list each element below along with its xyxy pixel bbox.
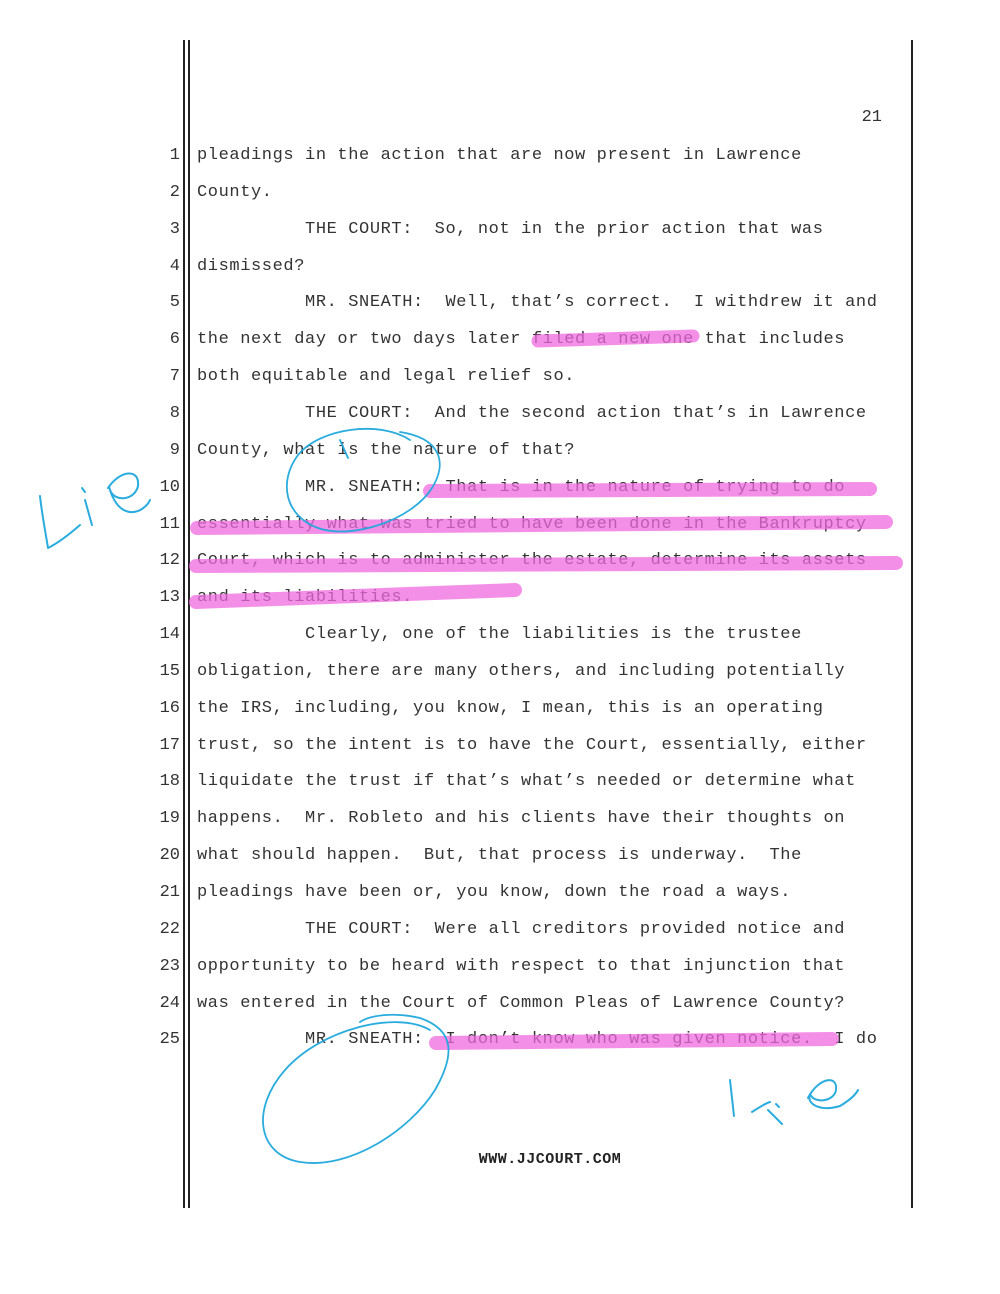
- transcript-line: [0, 220, 1000, 257]
- transcript-line: [0, 588, 1000, 625]
- transcript-line: [0, 441, 1000, 478]
- transcript-line: [0, 1030, 1000, 1067]
- line-number: 19: [159, 809, 180, 829]
- line-text: what should happen. But, that process is underway. The: [197, 846, 802, 866]
- transcript-line: [0, 367, 1000, 404]
- line-text: Court, which is to administer the estate, determine its assets: [197, 551, 867, 571]
- handwritten-lie-icon: [752, 1102, 770, 1112]
- line-text: opportunity to be heard with respect to that injunction that: [197, 956, 846, 976]
- transcript-line: [0, 146, 1000, 183]
- transcript-line: [0, 551, 1000, 588]
- transcript-line: [0, 883, 1000, 920]
- line-text: essentially what was tried to have been done in the Bankruptcy: [197, 514, 867, 534]
- line-text: MR. SNEATH: I don’t know who was given notice. I do: [197, 1030, 878, 1050]
- footer-url: WWW.JJCOURT.COM: [478, 1151, 622, 1168]
- line-text: the next day or two days later filed a new one that includes: [197, 330, 846, 350]
- line-number: 16: [159, 698, 180, 718]
- transcript-line: [0, 736, 1000, 773]
- transcript-line: [0, 330, 1000, 367]
- transcript-line: [0, 957, 1000, 994]
- transcript-line: [0, 809, 1000, 846]
- handwritten-lie-icon: [730, 1080, 734, 1116]
- line-number: 4: [169, 256, 180, 276]
- line-number: 22: [159, 919, 180, 939]
- transcript-line: [0, 478, 1000, 515]
- line-number: 24: [159, 993, 180, 1013]
- transcript-line: [0, 699, 1000, 736]
- line-number: 3: [169, 219, 180, 239]
- transcript-line: [0, 257, 1000, 294]
- handwritten-lie-icon: [776, 1104, 779, 1107]
- line-text: trust, so the intent is to have the Court, essentially, either: [197, 735, 867, 755]
- line-text: liquidate the trust if that’s what’s needed or determine what: [197, 772, 856, 792]
- line-text: MR. SNEATH: That is in the nature of trying to do: [197, 477, 846, 497]
- line-number: 2: [169, 182, 180, 202]
- handwritten-lie-icon: [768, 1110, 782, 1124]
- transcript-line: [0, 994, 1000, 1031]
- line-text: THE COURT: And the second action that’s in Lawrence: [197, 403, 867, 423]
- line-text: was entered in the Court of Common Pleas of Lawrence County?: [197, 993, 846, 1013]
- line-number: 13: [159, 588, 180, 608]
- transcript-line: [0, 662, 1000, 699]
- transcript-line: [0, 515, 1000, 552]
- transcript-line: [0, 293, 1000, 330]
- line-text: Clearly, one of the liabilities is the trustee: [197, 625, 802, 645]
- line-number: 10: [159, 477, 180, 497]
- line-number: 15: [159, 661, 180, 681]
- transcript-line: [0, 625, 1000, 662]
- line-text: pleadings in the action that are now present in Lawrence: [197, 146, 802, 165]
- line-number: 8: [169, 403, 180, 423]
- line-text: County.: [197, 182, 273, 202]
- line-number: 21: [159, 883, 180, 902]
- line-number: 20: [159, 846, 180, 866]
- line-number: 1: [169, 146, 180, 165]
- line-number: 9: [169, 440, 180, 460]
- line-text: THE COURT: So, not in the prior action that was: [197, 219, 824, 239]
- line-text: both equitable and legal relief so.: [197, 367, 576, 387]
- line-number: 5: [169, 293, 180, 313]
- line-number: 25: [159, 1030, 180, 1050]
- transcript-line: [0, 404, 1000, 441]
- line-text: happens. Mr. Robleto and his clients have their thoughts on: [197, 809, 846, 829]
- line-number: 18: [159, 772, 180, 792]
- page-number: 21: [861, 108, 882, 127]
- handwritten-lie-icon: [808, 1080, 858, 1108]
- line-text: and its liabilities.: [197, 588, 414, 608]
- line-number: 7: [169, 367, 180, 387]
- line-number: 11: [159, 514, 180, 534]
- line-text: the IRS, including, you know, I mean, this is an operating: [197, 698, 824, 718]
- line-text: obligation, there are many others, and including potentially: [197, 661, 846, 681]
- line-number: 17: [159, 735, 180, 755]
- transcript-line: [0, 920, 1000, 957]
- line-number: 14: [159, 625, 180, 645]
- line-text: dismissed?: [197, 256, 306, 276]
- transcript-line: [0, 846, 1000, 883]
- line-number: 6: [169, 330, 180, 350]
- transcript-line: [0, 183, 1000, 220]
- transcript-line: [0, 772, 1000, 809]
- line-text: MR. SNEATH: Well, that’s correct. I withdrew it and: [197, 293, 878, 313]
- line-text: County, what is the nature of that?: [197, 440, 576, 460]
- line-text: pleadings have been or, you know, down the road a ways.: [197, 883, 792, 902]
- line-number: 23: [159, 956, 180, 976]
- line-text: THE COURT: Were all creditors provided notice and: [197, 919, 846, 939]
- line-number: 12: [159, 551, 180, 571]
